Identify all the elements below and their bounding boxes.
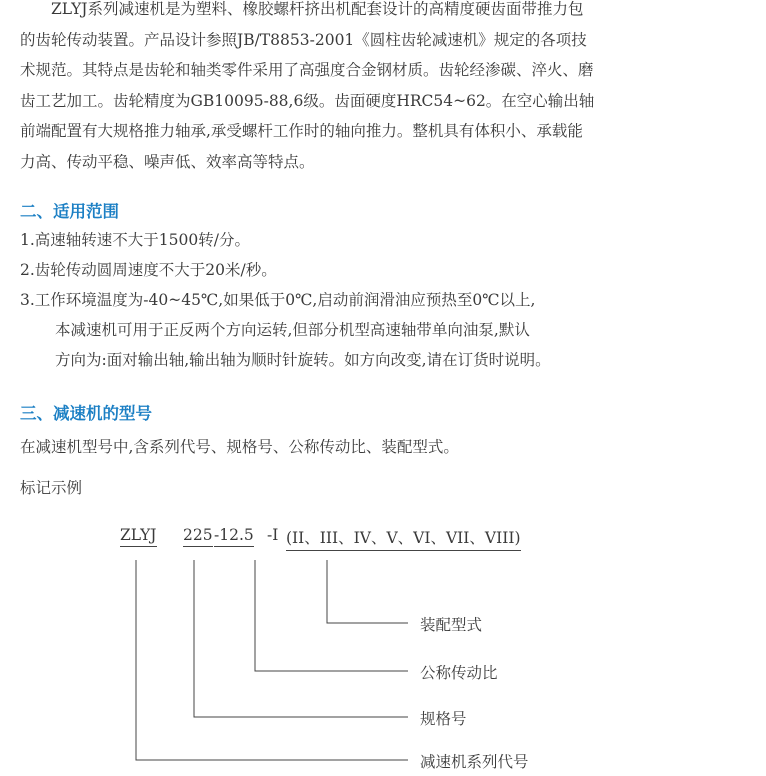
scope-item-1: 1.高速轴转速不大于1500转/分。 xyxy=(20,231,250,249)
intro-line-6: 力高、传动平稳、噪声低、效率高等特点。 xyxy=(20,152,315,171)
code-assembly-prefix: -I xyxy=(267,526,279,544)
code-assembly-options: (II、III、IV、V、VI、VII、VIII) xyxy=(286,526,521,551)
leader-line-size xyxy=(194,560,408,717)
intro-line-3: 术规范。其特点是齿轮和轴类零件采用了高强度合金钢材质。齿轮经渗碳、淬火、磨 xyxy=(20,61,594,79)
scope-item-3-cont-1: 本减速机可用于正反两个方向运转,但部分机型高速轴带单向油泵,默认 xyxy=(55,321,530,339)
code-series: ZLYJ xyxy=(120,526,157,547)
section-3-heading: 三、减速机的型号 xyxy=(20,404,152,423)
example-label: 标记示例 xyxy=(20,479,83,497)
intro-line-1: ZLYJ系列减速机是为塑料、橡胶螺杆挤出机配套设计的高精度硬齿面带推力包 xyxy=(51,0,584,18)
leader-line-ratio xyxy=(255,560,408,671)
scope-item-3: 3.工作环境温度为-40~45℃,如果低于0℃,启动前润滑油应预热至0℃以上, xyxy=(20,291,536,309)
intro-line-4: 齿工艺加工。齿轮精度为GB10095-88,6级。齿面硬度HRC54~62。在空心输出轴 xyxy=(20,91,595,110)
legend-size: 规格号 xyxy=(420,710,467,728)
code-ratio: -12.5 xyxy=(214,526,254,547)
intro-line-5: 前端配置有大规格推力轴承,承受螺杆工作时的轴向推力。整机具有体积小、承载能 xyxy=(20,122,583,140)
scope-item-3-cont-2: 方向为:面对输出轴,输出轴为顺时针旋转。如方向改变,请在订货时说明。 xyxy=(55,351,551,369)
model-description: 在减速机型号中,含系列代号、规格号、公称传动比、装配型式。 xyxy=(20,438,459,456)
legend-ratio: 公称传动比 xyxy=(420,664,498,682)
legend-series: 减速机系列代号 xyxy=(420,753,529,771)
code-size: 225 xyxy=(183,526,213,547)
section-2-heading: 二、适用范围 xyxy=(20,202,119,221)
scope-item-2: 2.齿轮传动圆周速度不大于20米/秒。 xyxy=(20,261,277,279)
legend-assembly: 装配型式 xyxy=(420,616,483,634)
intro-line-2: 的齿轮传动装置。产品设计参照JB/T8853-2001《圆柱齿轮减速机》规定的各项技 xyxy=(20,30,587,49)
leader-line-assembly xyxy=(327,560,408,623)
leader-line-series xyxy=(136,560,408,760)
